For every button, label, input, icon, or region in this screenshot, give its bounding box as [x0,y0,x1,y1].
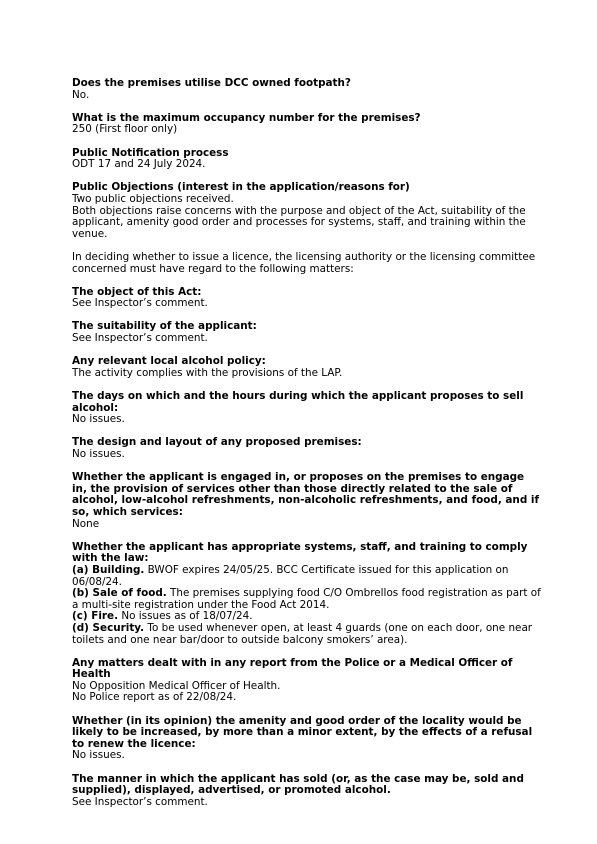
section-design-layout [72,437,542,460]
section-public-objections [72,182,542,240]
section-manner-of-sale [72,774,542,809]
section-occupancy [72,113,542,136]
answer-text: No. [72,88,90,101]
intro-paragraph [72,252,542,275]
answer-text: See Inspector’s comment. [72,795,208,808]
item-label: (b) Sale of food. [72,587,167,600]
section-days-hours [72,391,542,426]
question-heading: The suitability of the applicant: [72,320,257,333]
section-local-alcohol-policy [72,356,542,379]
document-body [72,78,542,820]
section-amenity-good-order [72,716,542,762]
question-heading: The design and layout of any proposed premises: [72,436,362,449]
item-label: (a) Building. [72,563,145,576]
answer-text: See Inspector’s comment. [72,332,208,345]
item-text: BWOF expires 24/05/25. BCC Certificate issued for this application on 06/08/24. [72,563,509,588]
answer-text: None [72,517,100,530]
section-other-services [72,472,542,530]
question-heading: Public Objections (interest in the application/reasons for) [72,181,410,194]
list-item-sale-of-food [72,588,542,611]
question-heading: Does the premises utilise DCC owned footpath? [72,77,351,89]
answer-text: No issues. [72,413,125,426]
section-systems-staff-training [72,542,542,646]
question-heading: Whether the applicant is engaged in, or proposes on the premises to engage in, the provision of services other than those directly related to the sale of alcohol, low-alcohol refreshments, non-alcoholic refreshments, and food, and if so, which services: [72,471,539,518]
answer-text: The activity complies with the provisions of the LAP. [72,366,343,379]
question-heading: The manner in which the applicant has sold (or, as the case may be, sold and supplied), displayed, advertised, or promoted alcohol. [72,772,524,797]
question-heading: What is the maximum occupancy number for the premises? [72,111,421,124]
question-heading: Any relevant local alcohol policy: [72,355,266,368]
list-item-building [72,565,542,588]
answer-text: Two public objections received. [72,192,234,205]
item-text: No issues as of 18/07/24. [118,610,253,623]
question-heading: Any matters dealt with in any report from the Police or a Medical Officer of Health [72,656,513,681]
answer-text: Both objections raise concerns with the purpose and object of the Act, suitability of the applicant, amenity good order and processes for systems, staff, and training within the venue. [72,204,526,240]
question-heading: The object of this Act: [72,285,202,298]
section-footpath [72,78,542,101]
question-heading: The days on which and the hours during which the applicant proposes to sell alcohol: [72,390,524,414]
list-item-security [72,623,542,646]
answer-text: No issues. [72,749,125,762]
item-text: The premises supplying food C/O Ombrellos food registration as part of a multi-site registration under the Food Act 2014. [72,587,541,611]
section-police-medical-report [72,658,542,704]
intro-text: In deciding whether to issue a licence, the licensing authority or the licensing committee concerned must have regard to the following matters: [72,250,536,275]
section-object-of-act [72,287,542,310]
section-suitability [72,321,542,344]
answer-text: ODT 17 and 24 July 2024. [72,158,206,171]
item-label: (c) Fire. [72,610,119,623]
answer-text: No Police report as of 22/08/24. [72,691,237,704]
answer-text: No Opposition Medical Officer of Health. [72,679,281,692]
item-label: (d) Security. [72,621,145,634]
item-text: To be used whenever open, at least 4 guards (one on each door, one near toilets and one near bar/door to outside balcony smokers’ area). [72,621,533,646]
question-heading: Whether (in its opinion) the amenity and good order of the locality would be likely to be increased, by more than a minor extent, by the effects of a refusal to renew the licence: [72,714,533,750]
question-heading: Whether the applicant has appropriate systems, staff, and training to comply with the law: [72,540,528,565]
question-heading: Public Notification process [72,146,229,159]
answer-text: See Inspector’s comment. [72,297,208,310]
answer-text: 250 (First floor only) [72,123,178,136]
answer-text: No issues. [72,448,125,460]
section-public-notification [72,148,542,171]
